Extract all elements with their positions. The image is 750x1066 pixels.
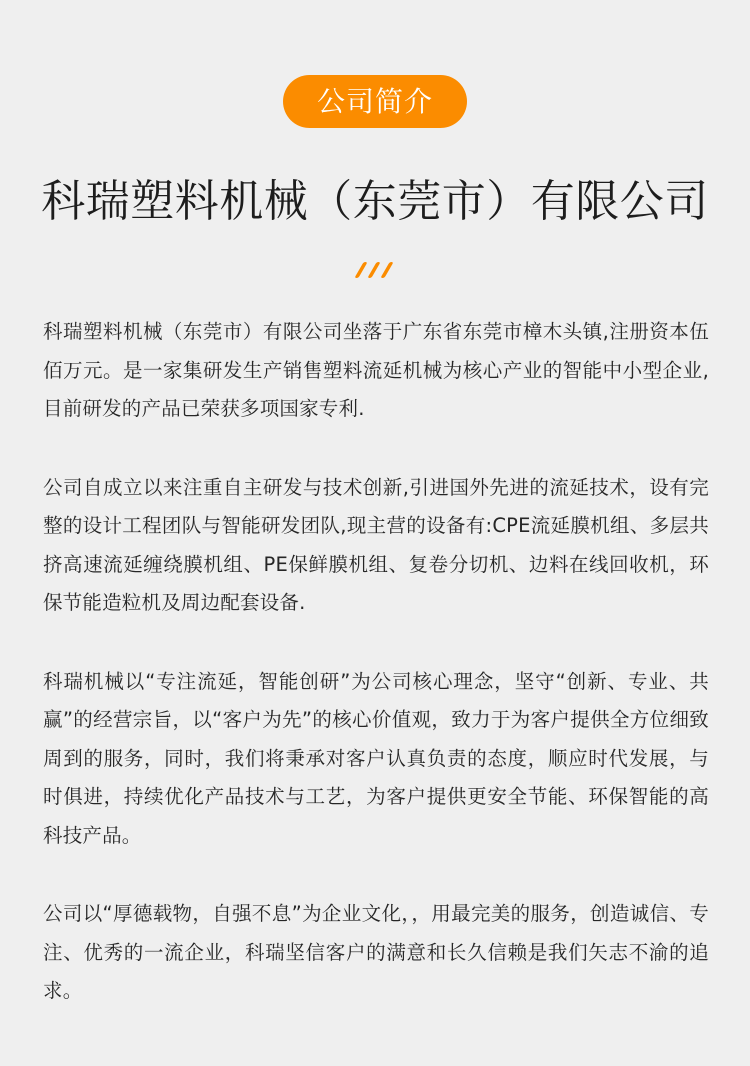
triple-slash-divider-icon	[355, 262, 395, 278]
company-title: 科瑞塑料机械（东莞市）有限公司	[41, 176, 709, 227]
intro-paragraph: 公司以“厚德载物，自强不息”为企业文化，，用最完美的服务，创造诚信、专注、优秀的一流企业，科瑞坚信客户的满意和长久信赖是我们矢志不渝的追求。	[43, 902, 709, 1002]
intro-paragraph: 科瑞机械以“专注流延，智能创研”为公司核心理念，坚守“创新、专业、共赢”的经营宗旨，以“客户为先”的核心价值观，致力于为客户提供全方位细致周到的服务，同时，我们将秉承对客户认真负责的态度，顺应时代发展，与时俱进，持续优化产品技术与工艺，为客户提供更安全节能、环保智能的高科技产品。	[43, 669, 709, 847]
company-intro	[43, 313, 709, 1051]
intro-paragraph: 科瑞塑料机械（东莞市）有限公司坐落于广东省东莞市樟木头镇,注册资本伍佰万元。是一家集研发生产销售塑料流延机械为核心产业的智能中小型企业,目前研发的产品已荣获多项国家专利.	[43, 320, 709, 420]
intro-paragraph: 公司自成立以来注重自主研发与技术创新,引进国外先进的流延技术，设有完整的设计工程团队与智能研发团队,现主营的设备有:CPE流延膜机组、多层共挤高速流延缠绕膜机组、PE保鲜膜机组、复卷分切机、边料在线回收机，环保节能造粒机及周边配套设备.	[43, 475, 709, 614]
section-badge: 公司简介	[283, 75, 467, 128]
